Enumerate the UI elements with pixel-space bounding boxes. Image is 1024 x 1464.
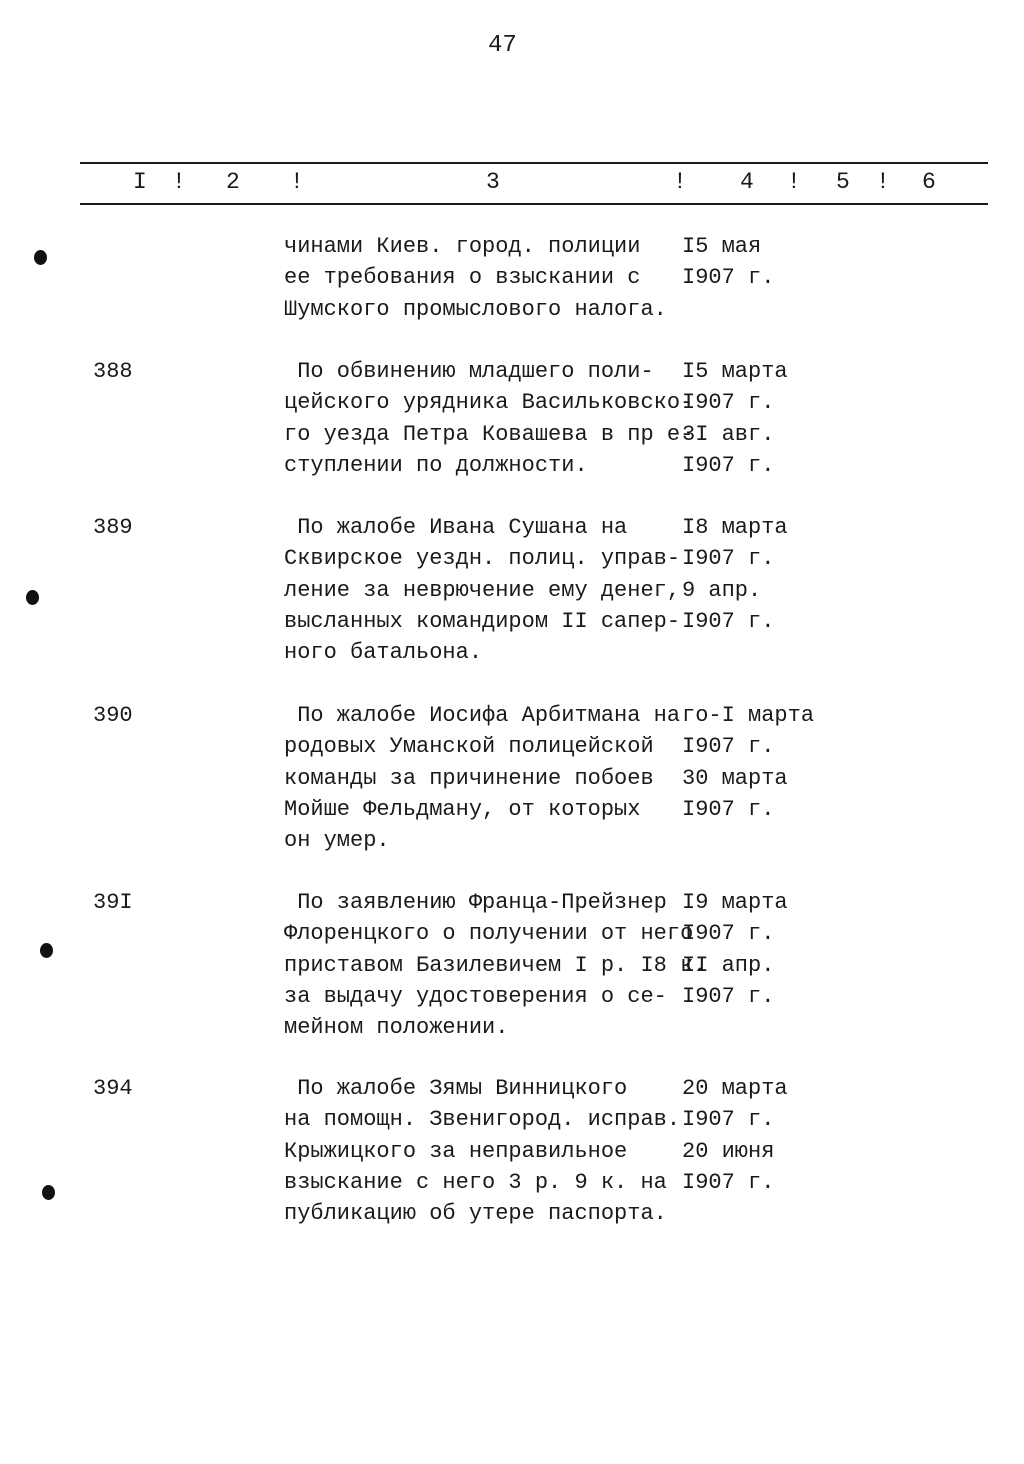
header-col-3: 3: [486, 169, 500, 195]
desc-line: ступлении по должности.: [284, 452, 588, 478]
date-line: I5 мая: [682, 234, 762, 259]
date-line: 3I авг.: [682, 421, 775, 447]
desc-line: ее требования о взыскании с: [284, 265, 641, 291]
desc-line: ление за неврючение ему денег,: [284, 577, 681, 603]
entry-number: 394: [93, 1076, 133, 1101]
entry-dates: [682, 1073, 842, 1198]
entry-dates: [682, 887, 842, 1012]
entry-number: 390: [93, 703, 133, 728]
binding-hole-icon: [34, 250, 47, 265]
date-line: 20 июня: [682, 1138, 775, 1164]
header-sep: !: [172, 169, 186, 195]
desc-line: он умер.: [284, 828, 390, 854]
desc-line: чинами Киев. город. полиции: [284, 234, 641, 259]
desc-line: По жалобе Зямы Винницкого: [284, 1076, 628, 1101]
header-bottom-rule: [80, 203, 988, 205]
header-col-1: I: [133, 169, 147, 195]
date-line: II апр.: [682, 952, 775, 978]
desc-line: ного батальона.: [284, 640, 483, 666]
entry-description: [284, 356, 694, 481]
entry-description: [284, 231, 684, 325]
entry-dates: [682, 231, 842, 294]
desc-line: взыскание с него 3 р. 9 к. на: [284, 1169, 667, 1195]
entry-dates: [682, 356, 842, 481]
desc-line: публикацию об утере паспорта.: [284, 1201, 667, 1227]
desc-line: за выдачу удостоверения о се-: [284, 983, 667, 1009]
desc-line: Мойше Фельдману, от которых: [284, 796, 641, 822]
desc-line: По жалобе Ивана Сушана на: [284, 515, 628, 540]
date-line: I907 г.: [682, 608, 775, 634]
desc-line: мейном положении.: [284, 1015, 509, 1041]
date-line: 20 марта: [682, 1076, 788, 1101]
header-col-6: 6: [922, 169, 936, 195]
desc-line: По заявлению Франца-Прейзнер: [284, 890, 667, 915]
desc-line: Сквирское уездн. полиц. управ-: [284, 546, 681, 572]
entry-number: 388: [93, 359, 133, 384]
entry-description: [284, 1073, 684, 1229]
desc-line: Крыжицкого за неправильное: [284, 1138, 628, 1164]
desc-line: цейского урядника Васильковско-: [284, 390, 694, 416]
date-line: го-I марта: [682, 703, 815, 728]
date-line: I907 г.: [682, 452, 775, 478]
page-number: 47: [488, 32, 517, 59]
entry-description: [284, 700, 684, 856]
desc-line: го уезда Петра Ковашева в пр е-: [284, 421, 694, 447]
entry-number: 39I: [93, 890, 133, 915]
header-sep: !: [876, 169, 890, 195]
date-line: I907 г.: [682, 1107, 775, 1133]
date-line: I907 г.: [682, 1169, 775, 1195]
entry-description: [284, 887, 707, 1043]
binding-hole-icon: [42, 1185, 55, 1200]
date-line: I907 г.: [682, 546, 775, 572]
header-col-4: 4: [740, 169, 754, 195]
desc-line: на помощн. Звенигород. исправ.: [284, 1107, 681, 1133]
header-sep: !: [290, 169, 304, 195]
desc-line: приставом Базилевичем I р. I8 к.: [284, 952, 707, 978]
binding-hole-icon: [26, 590, 39, 605]
date-line: I5 марта: [682, 359, 788, 384]
desc-line: Шумского промыслового налога.: [284, 296, 667, 322]
date-line: I907 г.: [682, 796, 775, 822]
date-line: I907 г.: [682, 265, 775, 291]
date-line: I8 марта: [682, 515, 788, 540]
entry-dates: [682, 700, 842, 825]
header-col-2: 2: [226, 169, 240, 195]
header-col-5: 5: [836, 169, 850, 195]
date-line: I907 г.: [682, 983, 775, 1009]
desc-line: команды за причинение побоев: [284, 765, 654, 791]
entry-dates: [682, 512, 842, 637]
date-line: 30 марта: [682, 765, 788, 791]
date-line: I907 г.: [682, 734, 775, 760]
date-line: I9 марта: [682, 890, 788, 915]
entry-number: 389: [93, 515, 133, 540]
header-sep: !: [673, 169, 687, 195]
desc-line: высланных командиром II сапер-: [284, 608, 681, 634]
desc-line: Флоренцкого о получении от него: [284, 921, 694, 947]
entry-description: [284, 512, 684, 668]
desc-line: По обвинению младшего поли-: [284, 359, 654, 384]
desc-line: родовых Уманской полицейской: [284, 734, 654, 760]
desc-line: По жалобе Иосифа Арбитмана на: [284, 703, 681, 728]
header-top-rule: [80, 162, 988, 164]
date-line: I907 г.: [682, 921, 775, 947]
date-line: 9 апр.: [682, 577, 762, 603]
binding-hole-icon: [40, 943, 53, 958]
header-sep: !: [787, 169, 801, 195]
date-line: I907 г.: [682, 390, 775, 416]
